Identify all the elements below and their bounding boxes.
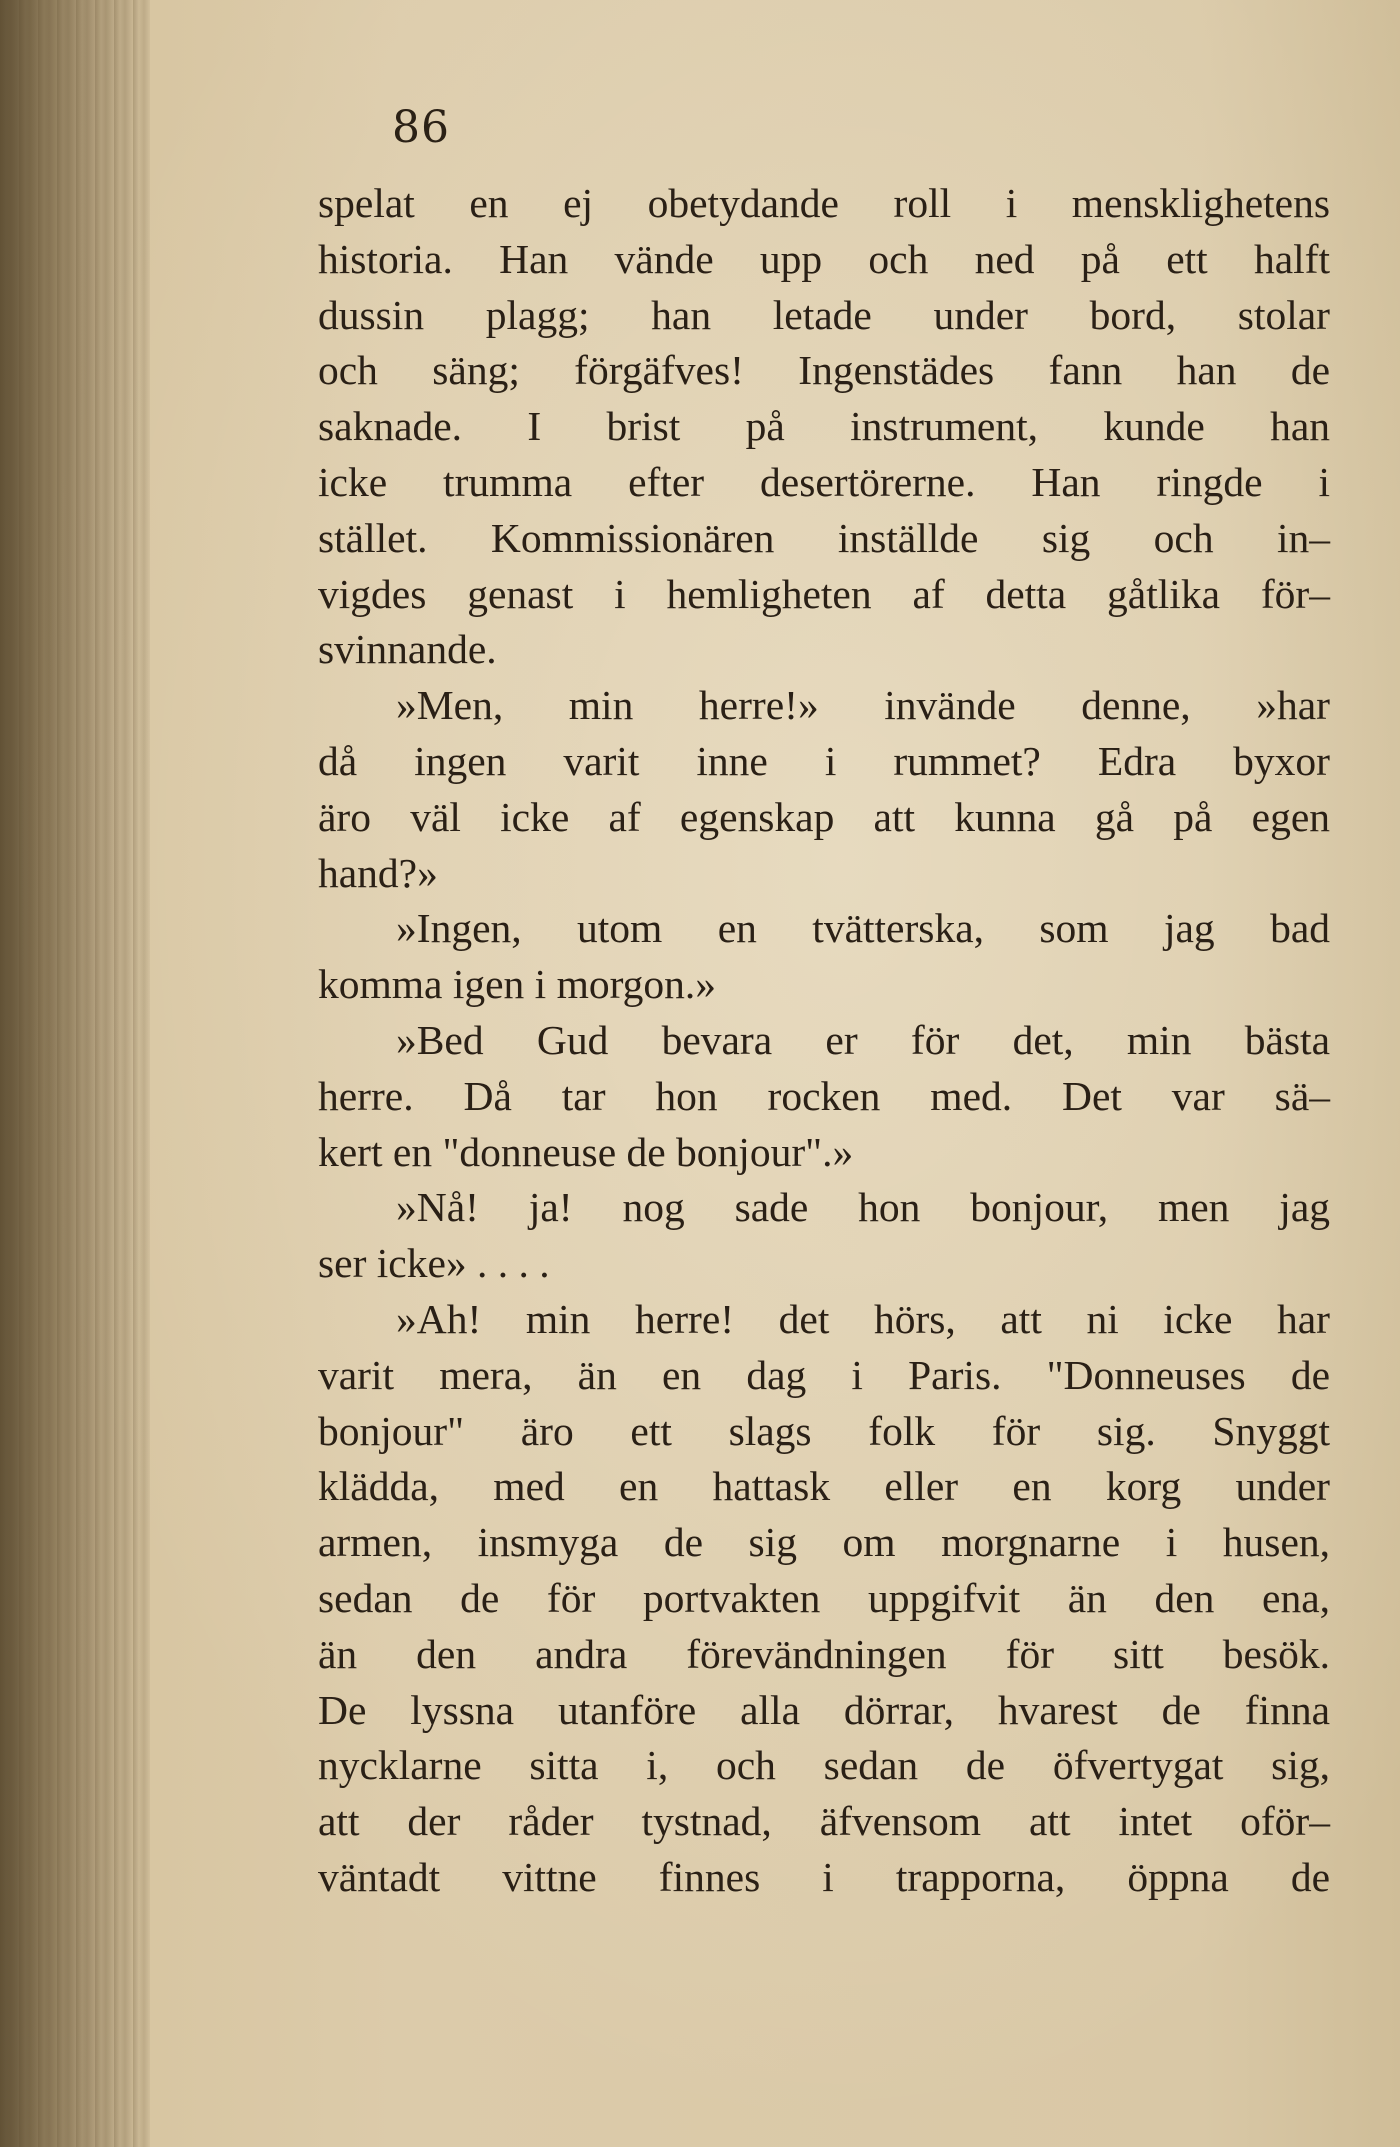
text-line: sedan de för portvakten uppgifvit än den ena,: [318, 1574, 1330, 1621]
text-line: svinnande.: [318, 626, 497, 673]
text-line: väntadt vittne finnes i trapporna, öppna de: [318, 1853, 1330, 1900]
text-line: och säng; förgäfves! Ingenstädes fann han de: [318, 347, 1330, 394]
text-line: dussin plagg; han letade under bord, stolar: [318, 291, 1330, 338]
text-line: kert en "donneuse de bonjour".»: [318, 1128, 854, 1175]
text-line: vigdes genast i hemligheten af detta gåtlika för–: [318, 570, 1330, 617]
text-line: saknade. I brist på instrument, kunde han: [318, 403, 1330, 450]
text-line: nycklarne sitta i, och sedan de öfvertygat sig,: [318, 1742, 1330, 1789]
text-line: då ingen varit inne i rummet? Edra byxor: [318, 737, 1330, 784]
book-gutter: [0, 0, 150, 2147]
text-line: än den andra förevändningen för sitt besök.: [318, 1630, 1330, 1677]
text-line: hand?»: [318, 849, 438, 896]
text-line: klädda, med en hattask eller en korg under: [318, 1463, 1330, 1510]
text-line: herre. Då tar hon rocken med. Det var sä–: [318, 1072, 1330, 1119]
text-line: »Ingen, utom en tvätterska, som jag bad: [396, 905, 1330, 952]
text-line: komma igen i morgon.»: [318, 961, 717, 1008]
text-line: spelat en ej obetydande roll i mensklighetens: [318, 180, 1330, 226]
body-text: [318, 176, 1330, 1906]
text-line: ser icke» . . . .: [318, 1240, 550, 1287]
text-line: »Men, min herre!» invände denne, »har: [396, 682, 1330, 729]
text-line: bonjour" äro ett slags folk för sig. Snyggt: [318, 1407, 1330, 1454]
text-line: »Nå! ja! nog sade hon bonjour, men jag: [396, 1184, 1330, 1231]
text-line: att der råder tystnad, äfvensom att intet oför–: [318, 1798, 1330, 1845]
text-line: icke trumma efter desertörerne. Han ringde i: [318, 458, 1330, 505]
text-line: äro väl icke af egenskap att kunna gå på egen: [318, 793, 1330, 840]
page-number: 86: [392, 102, 450, 153]
text-line: De lyssna utanföre alla dörrar, hvarest de finna: [318, 1686, 1330, 1733]
text-line: stället. Kommissionären inställde sig och in–: [318, 514, 1330, 561]
text-line: »Bed Gud bevara er för det, min bästa: [396, 1016, 1330, 1063]
text-line: armen, insmyga de sig om morgnarne i husen,: [318, 1519, 1330, 1566]
text-line: »Ah! min herre! det hörs, att ni icke har: [396, 1295, 1330, 1342]
text-line: historia. Han vände upp och ned på ett halft: [318, 235, 1330, 282]
text-line: varit mera, än en dag i Paris. "Donneuses de: [318, 1351, 1330, 1398]
